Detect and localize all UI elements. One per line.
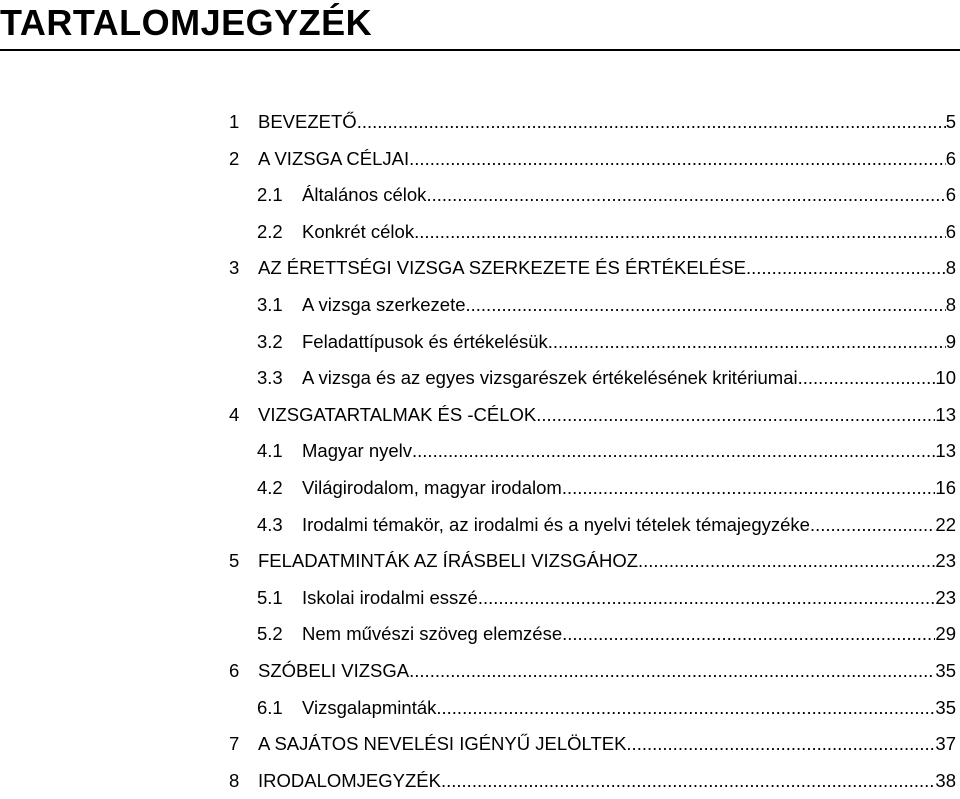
toc-entry[interactable]	[0, 543, 960, 580]
toc-entry-number: 7	[229, 733, 240, 755]
toc-entry-number: 3	[229, 257, 240, 279]
toc-entry-page: 10	[935, 367, 956, 389]
toc-entry-number: 2.2	[257, 220, 283, 242]
toc-entry[interactable]	[0, 214, 960, 251]
toc-entry-number: 8	[229, 769, 240, 791]
toc-dot-leader	[409, 653, 935, 690]
toc-entry[interactable]	[0, 507, 960, 544]
toc-entry[interactable]	[0, 287, 960, 324]
toc-entry-number: 4.2	[257, 476, 283, 498]
toc-entry[interactable]	[0, 470, 960, 507]
toc-entry-page: 9	[945, 330, 956, 352]
toc-entry-title: A vizsga szerkezete	[302, 293, 466, 315]
toc-entry-title: Feladattípusok és értékelésük	[302, 330, 548, 352]
toc-entry-number: 3.1	[257, 293, 283, 315]
toc-entry-page: 6	[945, 184, 956, 206]
toc-entry-number: 6	[229, 659, 240, 681]
toc-entry-number: 5.1	[257, 586, 283, 608]
toc-dot-leader	[638, 543, 935, 580]
toc-entry[interactable]	[0, 690, 960, 727]
toc-entry-number: 5	[229, 550, 240, 572]
toc-entry-page: 29	[935, 623, 956, 645]
toc-entry[interactable]	[0, 250, 960, 287]
toc-dot-leader	[562, 470, 936, 507]
toc-entry-number: 3.2	[257, 330, 283, 352]
toc-entry-title: Nem művészi szöveg elemzése	[302, 623, 563, 645]
toc-dot-leader	[414, 214, 946, 251]
toc-entry-page: 23	[935, 586, 956, 608]
toc-entry-page: 5	[945, 111, 956, 132]
toc-entry-number: 2.1	[257, 184, 283, 206]
toc-dot-leader	[478, 580, 936, 617]
table-of-contents	[0, 104, 960, 799]
toc-entry[interactable]	[0, 616, 960, 653]
toc-entry-page: 8	[945, 293, 956, 315]
toc-entry-title: Irodalmi témakör, az irodalmi és a nyelvi tételek témajegyzéke	[302, 513, 810, 535]
toc-entry[interactable]	[0, 580, 960, 617]
toc-entry-page: 16	[935, 476, 956, 498]
toc-entry-page: 13	[935, 440, 956, 462]
toc-entry-number: 4.3	[257, 513, 283, 535]
toc-entry[interactable]	[0, 433, 960, 470]
toc-entry-number: 4.1	[257, 440, 283, 462]
toc-entry[interactable]	[0, 360, 960, 397]
toc-dot-leader	[536, 397, 935, 434]
toc-entry-page: 22	[935, 513, 956, 535]
toc-entry[interactable]	[0, 141, 960, 178]
toc-entry[interactable]	[0, 397, 960, 434]
toc-entry-page: 37	[935, 733, 956, 755]
toc-entry-title: Konkrét célok	[302, 220, 415, 242]
toc-entry-number: 6.1	[257, 696, 283, 718]
toc-entry-title: AZ ÉRETTSÉGI VIZSGA SZERKEZETE ÉS ÉRTÉKELÉSE	[258, 257, 746, 279]
toc-entry-title: A SAJÁTOS NEVELÉSI IGÉNYŰ JELÖLTEK	[258, 733, 627, 755]
toc-dot-leader	[426, 177, 945, 214]
toc-entry[interactable]	[0, 177, 960, 214]
toc-dot-leader	[412, 433, 935, 470]
toc-entry-page: 38	[935, 769, 956, 791]
toc-entry[interactable]	[0, 324, 960, 361]
toc-entry-number: 4	[229, 403, 240, 425]
toc-entry-title: FELADATMINTÁK AZ ÍRÁSBELI VIZSGÁHOZ	[258, 550, 639, 572]
toc-entry[interactable]	[0, 104, 960, 141]
toc-entry[interactable]	[0, 653, 960, 690]
toc-entry-title: Általános célok	[302, 184, 427, 206]
toc-entry[interactable]	[0, 726, 960, 763]
toc-dot-leader	[409, 141, 946, 178]
toc-dot-leader	[357, 104, 946, 141]
toc-entry-title: A VIZSGA CÉLJAI	[258, 147, 410, 169]
toc-entry-page: 35	[935, 696, 956, 718]
toc-dot-leader	[436, 690, 935, 727]
toc-entry-number: 3.3	[257, 367, 283, 389]
toc-entry-page: 13	[935, 403, 956, 425]
toc-entry-number: 1	[229, 111, 240, 132]
toc-entry-title: BEVEZETŐ	[258, 111, 357, 132]
toc-entry-page: 6	[945, 220, 956, 242]
toc-entry-title: Iskolai irodalmi esszé	[302, 586, 478, 608]
toc-entry-number: 2	[229, 147, 240, 169]
toc-entry-title: Magyar nyelv	[302, 440, 413, 462]
toc-entry-title: Világirodalom, magyar irodalom	[302, 476, 562, 498]
toc-dot-leader	[810, 507, 935, 544]
toc-entry-page: 35	[935, 659, 956, 681]
toc-dot-leader	[798, 360, 936, 397]
toc-dot-leader	[466, 287, 946, 324]
toc-dot-leader	[441, 763, 935, 799]
toc-dot-leader	[562, 616, 935, 653]
toc-entry-title: A vizsga és az egyes vizsgarészek értékelésének kritériumai	[302, 367, 798, 389]
toc-entry-page: 8	[945, 257, 956, 279]
toc-entry-title: SZÓBELI VIZSGA	[258, 659, 410, 681]
toc-dot-leader	[626, 726, 935, 763]
toc-entry-title: VIZSGATARTALMAK ÉS -CÉLOK	[258, 403, 537, 425]
toc-dot-leader	[548, 324, 946, 361]
title-underline	[0, 49, 960, 51]
toc-entry-page: 6	[945, 147, 956, 169]
toc-entry-title: IRODALOMJEGYZÉK	[258, 769, 441, 791]
toc-entry-number: 5.2	[257, 623, 283, 645]
toc-entry[interactable]	[0, 763, 960, 799]
toc-entry-title: Vizsgalapminták	[302, 696, 437, 718]
page-title: TARTALOMJEGYZÉK	[0, 2, 373, 43]
toc-entry-page: 23	[935, 550, 956, 572]
toc-dot-leader	[746, 250, 946, 287]
